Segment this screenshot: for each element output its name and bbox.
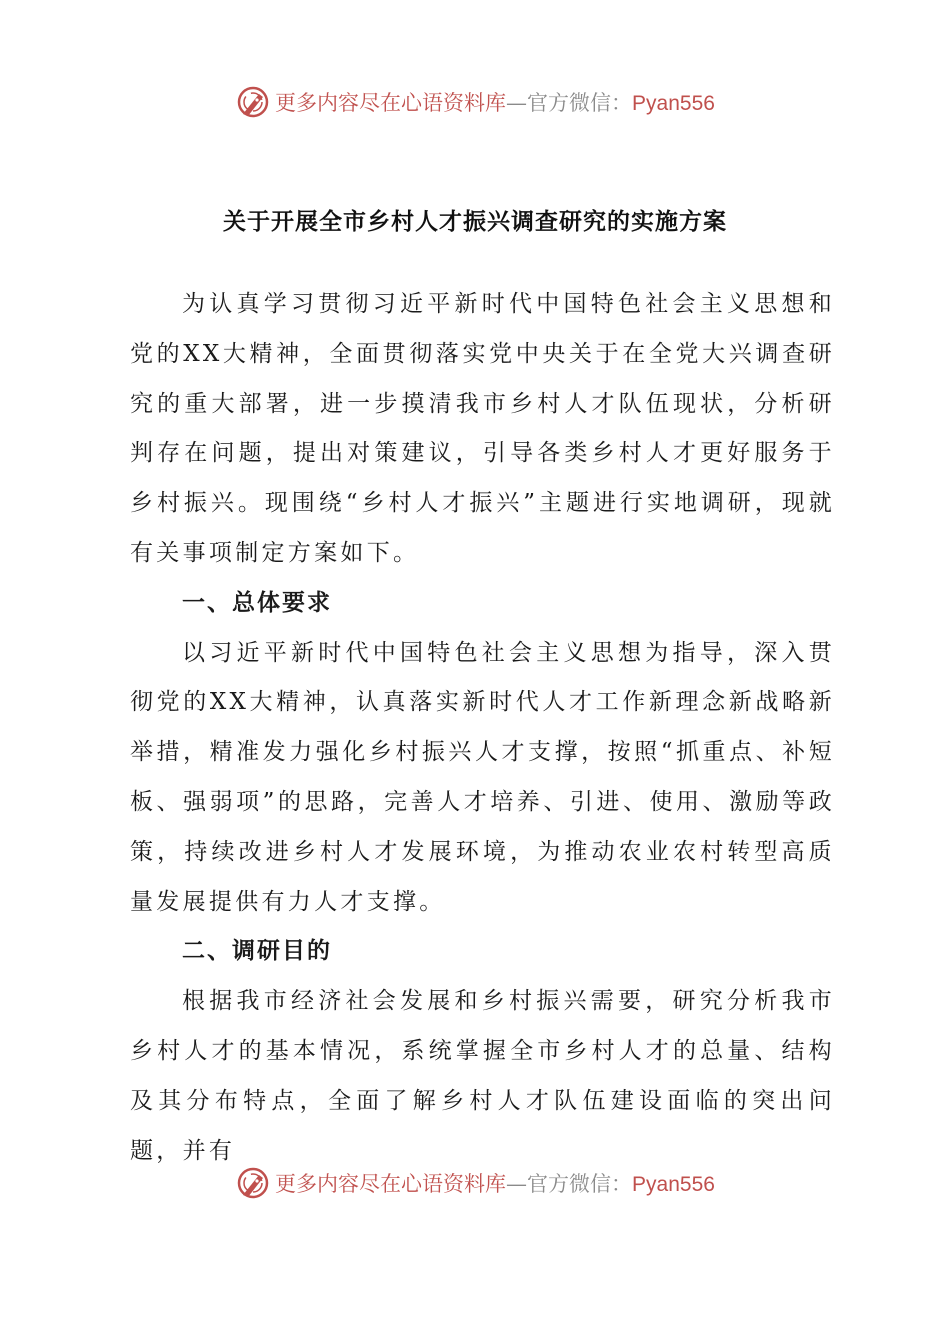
section-body-2: 根据我市经济社会发展和乡村振兴需要，研究分析我市乡村人才的基本情况，系统掌握全市乡村人才的总量、结构及其分布特点，全面了解乡村人才队伍建设面临的突出问题，并有: [130, 988, 835, 1164]
watermark-separator: —官方微信：: [506, 1172, 633, 1196]
watermark-text: [275, 87, 715, 117]
intro-paragraph: 为认真学习贯彻习近平新时代中国特色社会主义思想和党的XX大精神，全面贯彻落实党中央关于在全党大兴调查研究的重大部署，进一步摸清我市乡村人才队伍现状，分析研判存在问题，提出对策建议，引导各类乡村人才更好服务于乡村振兴。现围绕“乡村人才振兴”主题进行实地调研，现就有关事项制定方案如下。: [130, 291, 835, 566]
watermark-main: 更多内容尽在心语资料库: [275, 1172, 507, 1196]
section-heading-2: 二、调研目的: [182, 938, 332, 965]
pen-nib-logo-icon: [235, 84, 271, 120]
section-body-1: 以习近平新时代中国特色社会主义思想为指导，深入贯彻党的XX大精神，认真落实新时代人才工作新理念新战略新举措，精准发力强化乡村振兴人才支撑，按照“抓重点、补短板、强弱项”的思路，完善人才培养、引进、使用、激励等政策，持续改进乡村人才发展环境，为推动农业农村转型高质量发展提供有力人才支撑。: [130, 639, 835, 915]
watermark-separator: —官方微信：: [506, 91, 633, 115]
watermark-wechat-id: Pyan556: [632, 1173, 715, 1196]
watermark-header: [0, 80, 950, 124]
pen-nib-logo-icon: [235, 1165, 271, 1201]
watermark-text: [275, 1168, 715, 1198]
watermark-footer: [0, 1161, 950, 1205]
section-heading-1: 一、总体要求: [182, 589, 332, 616]
watermark-main: 更多内容尽在心语资料库: [275, 91, 507, 115]
watermark-wechat-id: Pyan556: [632, 92, 715, 115]
document-title: 关于开展全市乡村人才振兴调查研究的实施方案: [223, 209, 727, 235]
document-body: [130, 280, 835, 1176]
